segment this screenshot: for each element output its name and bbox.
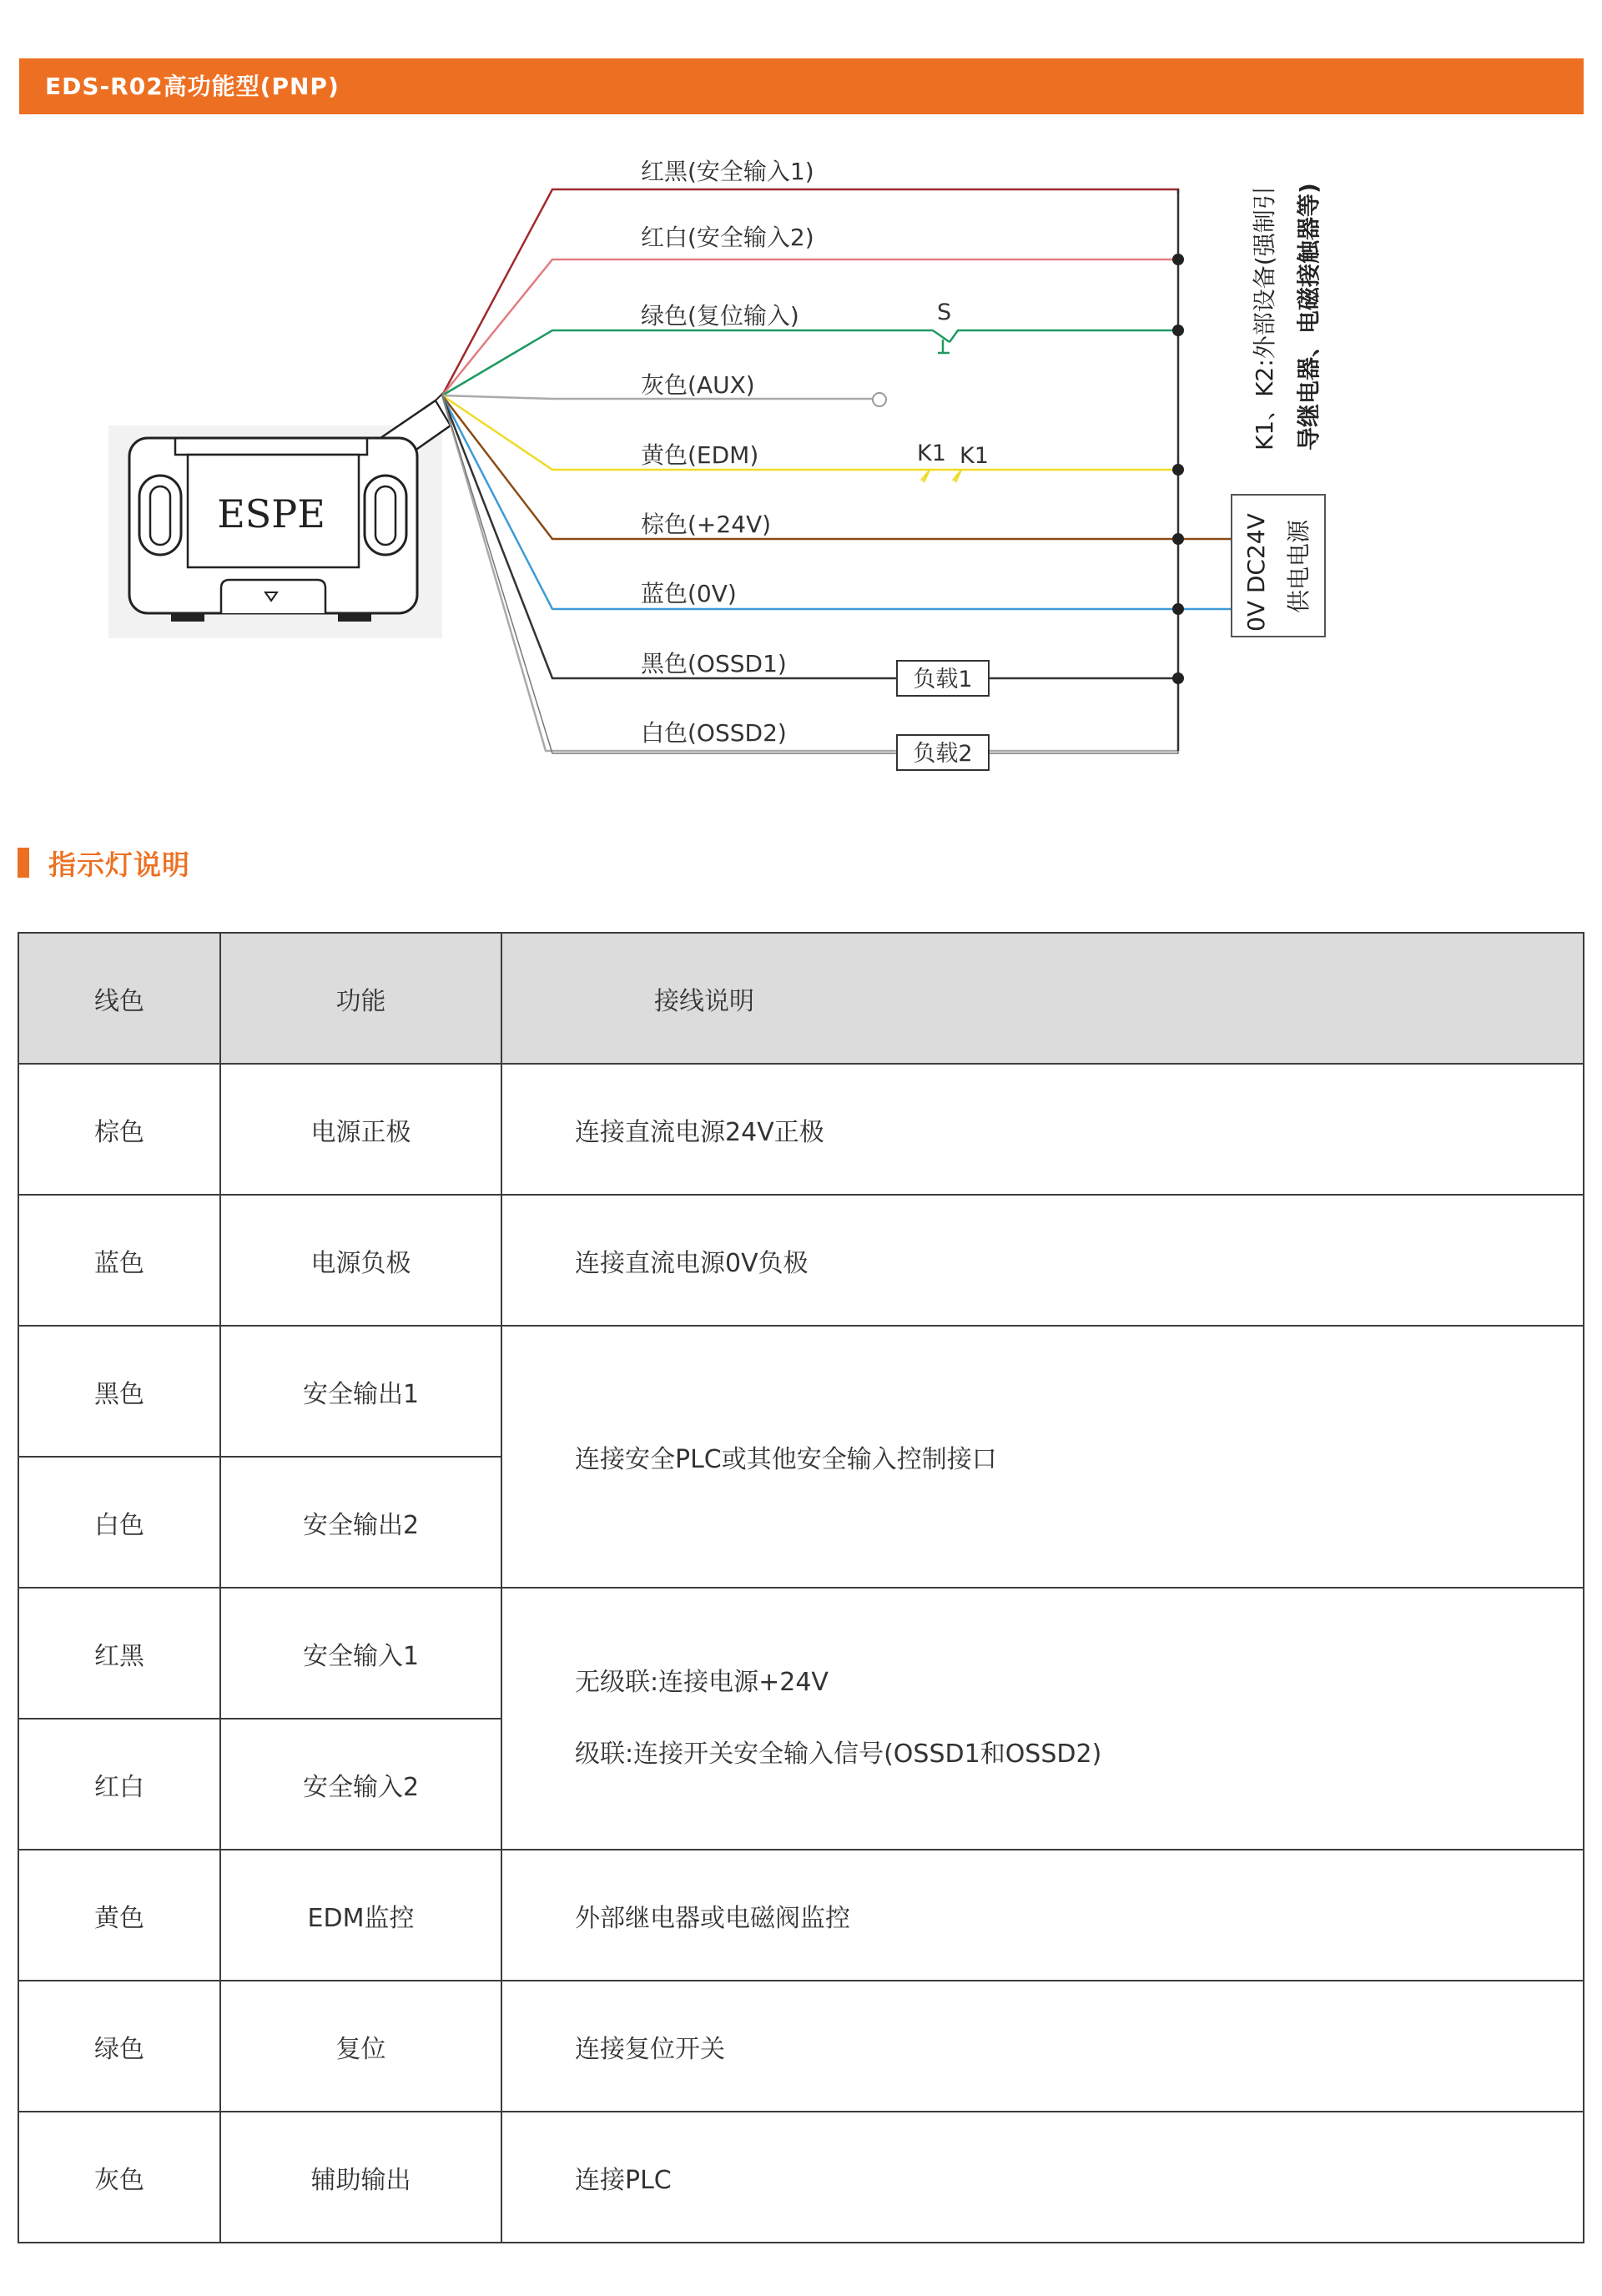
wire-red-black — [442, 189, 1178, 395]
table-row — [18, 1588, 1584, 1719]
wire-white — [442, 395, 1178, 753]
wire-label-brown: 棕色(+24V) — [641, 511, 772, 538]
k1-label-right: K1 — [960, 443, 989, 469]
cell-function: 电源正极 — [220, 1064, 501, 1195]
wire-red-white — [442, 259, 1178, 395]
cell-wire-color: 黑色 — [18, 1326, 220, 1457]
cell-description: 连接复位开关 — [501, 1981, 1584, 2112]
wire-label-gray: 灰色(AUX) — [641, 371, 755, 399]
power-supply-label: 供电电源 — [1285, 519, 1312, 613]
cell-function: 安全输入1 — [220, 1588, 501, 1719]
header-function: 功能 — [220, 933, 501, 1064]
cell-wire-color: 红黑 — [18, 1588, 220, 1719]
cell-description: 连接直流电源24V正极 — [501, 1064, 1584, 1195]
cell-wire-color: 棕色 — [18, 1064, 220, 1195]
cell-wire-color: 绿色 — [18, 1981, 220, 2112]
cell-wire-color: 灰色 — [18, 2112, 220, 2243]
wire-blue — [442, 395, 1232, 609]
table-row — [18, 1326, 1584, 1457]
wire-brown — [442, 395, 1232, 539]
wire-black — [442, 395, 1178, 678]
cell-function: 辅助输出 — [220, 2112, 501, 2243]
k1-label-left: K1 — [917, 441, 946, 466]
section-header — [18, 844, 190, 881]
table-row — [18, 2112, 1584, 2243]
wire-yellow — [442, 395, 1178, 482]
description-line: 级联:连接开关安全输入信号(OSSD1和OSSD2) — [575, 1740, 1102, 1769]
table-row — [18, 1064, 1584, 1195]
cell-function: 安全输出2 — [220, 1457, 501, 1588]
table-row — [18, 1195, 1584, 1326]
wire-label-black: 黑色(OSSD1) — [641, 650, 787, 677]
cell-function: 安全输入2 — [220, 1719, 501, 1850]
table-header-row — [18, 933, 1584, 1064]
wire-label-blue: 蓝色(0V) — [641, 580, 737, 607]
power-supply-voltage: 0V DC24V — [1242, 513, 1270, 632]
table-row — [18, 1850, 1584, 1981]
device-label: ESPE — [217, 491, 325, 536]
indicator-table — [18, 932, 1584, 2243]
load1-label: 负载1 — [913, 667, 973, 692]
wire-label-white: 白色(OSSD2) — [641, 719, 787, 747]
cell-wire-color: 蓝色 — [18, 1195, 220, 1326]
cell-description-multi — [501, 1588, 1584, 1850]
wire-label-red-white: 红白(安全输入2) — [641, 224, 814, 251]
cell-function: 安全输出1 — [220, 1326, 501, 1457]
cell-wire-color: 黄色 — [18, 1850, 220, 1981]
cell-description: 连接安全PLC或其他安全输入控制接口 — [501, 1326, 1584, 1588]
note-line2: 导继电器、电磁接触器等) — [1295, 183, 1322, 451]
wire-label-yellow: 黄色(EDM) — [641, 441, 759, 469]
cell-function: 复位 — [220, 1981, 501, 2112]
switch-s-label: S — [937, 300, 952, 325]
wiring-diagram — [0, 125, 1602, 784]
wire-green — [442, 330, 1178, 395]
table-row — [18, 1981, 1584, 2112]
wire-label-red-black: 红黑(安全输入1) — [641, 158, 814, 185]
wiring-diagram-svg — [0, 125, 1602, 784]
header-description: 接线说明 — [501, 933, 1584, 1064]
sensor-device — [108, 392, 451, 638]
cell-function: EDM监控 — [220, 1850, 501, 1981]
section-marker — [18, 848, 29, 878]
cell-description: 外部继电器或电磁阀监控 — [501, 1850, 1584, 1981]
cell-function: 电源负极 — [220, 1195, 501, 1326]
header-wire-color: 线色 — [18, 933, 220, 1064]
page-title: EDS-R02高功能型(PNP) — [19, 58, 1584, 114]
note-line1: K1、K2:外部设备(强制引 — [1251, 186, 1278, 451]
cell-wire-color: 白色 — [18, 1457, 220, 1588]
cell-description: 连接PLC — [501, 2112, 1584, 2243]
description-line: 无级联:连接电源+24V — [575, 1668, 829, 1697]
wire-label-green: 绿色(复位输入) — [641, 302, 799, 330]
load2-label: 负载2 — [913, 741, 973, 767]
section-title: 指示灯说明 — [48, 848, 190, 881]
cell-description: 连接直流电源0V负极 — [501, 1195, 1584, 1326]
cell-wire-color: 红白 — [18, 1719, 220, 1850]
